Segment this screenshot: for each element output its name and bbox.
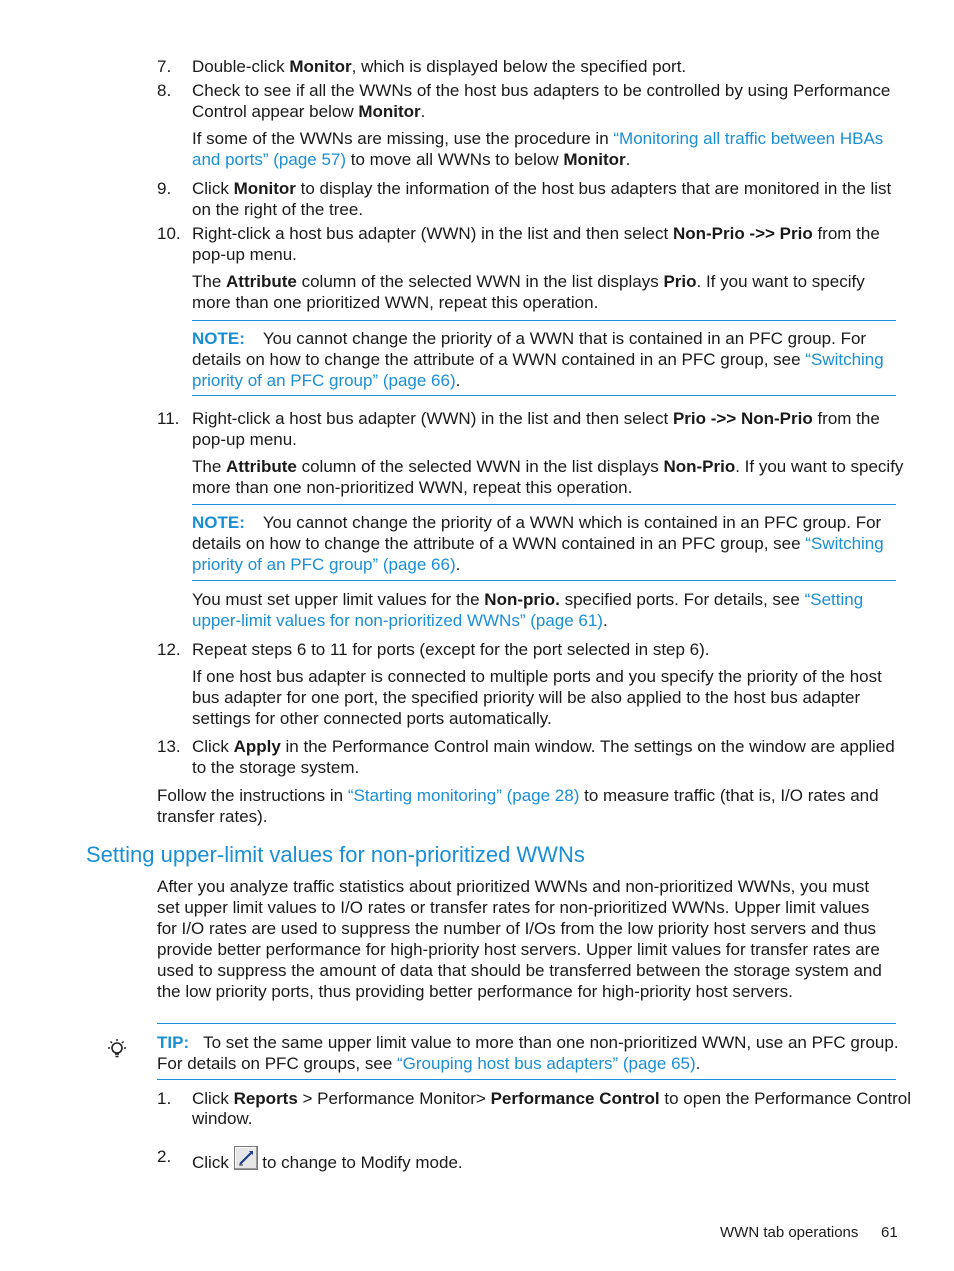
note-label: NOTE: (192, 329, 245, 348)
switching-priority-link-cont[interactable]: priority of an PFC group” (page 66) (192, 371, 456, 390)
step-9-line-2: on the right of the tree. (192, 200, 364, 219)
step-number: 10. (157, 224, 181, 243)
lightbulb-icon (106, 1038, 128, 1062)
tip-label: TIP: (157, 1033, 190, 1052)
note-2-line-1: NOTE: You cannot change the priority of a WWN which is contained in an PFC group. For (192, 513, 882, 532)
proc-step-1-line-1: Click Reports > Performance Monitor> Performance Control to open the Performance Control (192, 1089, 912, 1108)
note-2-line-2: details on how to change the attribute of a WWN contained in an PFC group, see “Switching (192, 534, 884, 553)
paragraph-line: set upper limit values to I/O rates or transfer rates for non-prioritized WWNs. Upper limit values (157, 898, 870, 917)
footer-title: WWN tab operations (720, 1224, 859, 1241)
step-number: 9. (157, 179, 172, 198)
step-12-sub-line-2: bus adapter for one port, the specified priority will be also applied to the host bus adapter (192, 688, 861, 707)
step-11-after-line-2: upper-limit values for non-prioritized WWNs” (page 61). (192, 611, 608, 630)
step-number: 12. (157, 640, 181, 659)
modify-mode-icon[interactable] (234, 1146, 258, 1170)
setting-upper-limit-link-cont[interactable]: upper-limit values for non-prioritized WWNs” (page 61) (192, 611, 603, 630)
step-8-line-1: Check to see if all the WWNs of the host bus adapters to be controlled by using Performance (192, 81, 891, 100)
step-8-sub-line-1: If some of the WWNs are missing, use the procedure in “Monitoring all traffic between HBAs (192, 129, 884, 148)
note-label: NOTE: (192, 513, 245, 532)
monitoring-all-traffic-link[interactable]: “Monitoring all traffic between HBAs (613, 129, 884, 148)
monitoring-all-traffic-link-cont[interactable]: and ports” (page 57) (192, 150, 347, 169)
starting-monitoring-link[interactable]: “Starting monitoring” (page 28) (347, 786, 580, 805)
step-number: 1. (157, 1089, 172, 1108)
step-number: 11. (157, 409, 180, 428)
step-number: 13. (157, 737, 181, 756)
step-10-sub-line-1: The Attribute column of the selected WWN in the list displays Prio. If you want to specify (192, 272, 865, 291)
paragraph-line: the low priority ports, thus providing better performance for high-priority host servers. (157, 982, 793, 1001)
step-10-line-2: pop-up menu. (192, 245, 297, 264)
note-bottom-rule (192, 580, 896, 581)
paragraph-line: provide better performance for high-priority host servers. Upper limit values for transfer rates are (157, 940, 880, 959)
follow-line-2: transfer rates). (157, 807, 268, 826)
step-13-line-1: Click Apply in the Performance Control main window. The settings on the window are applied (192, 737, 895, 756)
step-13-line-2: to the storage system. (192, 758, 360, 777)
step-7-text: Double-click Monitor, which is displayed below the specified port. (192, 57, 687, 76)
tip-top-rule (157, 1023, 896, 1024)
step-10-sub-line-2: more than one prioritized WWN, repeat this operation. (192, 293, 599, 312)
tip-line-2: For details on PFC groups, see “Grouping host bus adapters” (page 65). (157, 1054, 701, 1073)
step-8-sub-line-2: and ports” (page 57) to move all WWNs to below Monitor. (192, 150, 631, 169)
tip-line-1: TIP: To set the same upper limit value to more than one non-prioritized WWN, use an PFC group. (157, 1033, 899, 1052)
note-1-line-1: NOTE: You cannot change the priority of a WWN that is contained in an PFC group. For (192, 329, 867, 348)
page-number: 61 (881, 1224, 898, 1241)
step-9-line-1: Click Monitor to display the information of the host bus adapters that are monitored in the list (192, 179, 892, 198)
note-1-line-3: priority of an PFC group” (page 66). (192, 371, 461, 390)
proc-step-1-line-2: window. (192, 1109, 253, 1128)
follow-line-1: Follow the instructions in “Starting monitoring” (page 28) to measure traffic (that is, I/O rates and (157, 786, 879, 805)
grouping-hbas-link[interactable]: “Grouping host bus adapters” (page 65) (397, 1054, 696, 1073)
step-number: 8. (157, 81, 172, 100)
step-8-line-2: Control appear below Monitor. (192, 102, 426, 121)
step-11-after-line-1: You must set upper limit values for the Non-prio. specified ports. For details, see “Setting (192, 590, 864, 609)
tip-bottom-rule (157, 1079, 896, 1080)
step-12-sub-line-3: settings for other connected ports automatically. (192, 709, 552, 728)
paragraph-line: used to suppress the amount of data that should be transferred between the storage system and (157, 961, 882, 980)
step-11-sub-line-2: more than one non-prioritized WWN, repeat this operation. (192, 478, 633, 497)
section-heading: Setting upper-limit values for non-prioritized WWNs (86, 842, 585, 867)
paragraph-line: After you analyze traffic statistics about prioritized WWNs and non-prioritized WWNs, you must (157, 877, 870, 896)
switching-priority-link-cont[interactable]: priority of an PFC group” (page 66) (192, 555, 456, 574)
paragraph-line: for I/O rates are used to suppress the number of I/Os from the low priority host servers and thus (157, 919, 877, 938)
switching-priority-link[interactable]: “Switching (805, 350, 884, 369)
monitor-term: Monitor (289, 57, 352, 76)
proc-step-2-text: Click to change to Modify mode. (192, 1146, 463, 1173)
step-11-line-2: pop-up menu. (192, 430, 297, 449)
note-top-rule (192, 504, 896, 505)
step-12-sub-line-1: If one host bus adapter is connected to multiple ports and you specify the priority of the host (192, 667, 882, 686)
step-12-line-1: Repeat steps 6 to 11 for ports (except for the port selected in step 6). (192, 640, 710, 659)
step-10-line-1: Right-click a host bus adapter (WWN) in the list and then select Non-Prio ->> Prio from the (192, 224, 880, 243)
note-1-line-2: details on how to change the attribute of a WWN contained in an PFC group, see “Switching (192, 350, 884, 369)
setting-upper-limit-link[interactable]: “Setting (804, 590, 864, 609)
step-11-line-1: Right-click a host bus adapter (WWN) in the list and then select Prio ->> Non-Prio from the (192, 409, 880, 428)
switching-priority-link[interactable]: “Switching (805, 534, 884, 553)
note-bottom-rule (192, 395, 896, 396)
step-11-sub-line-1: The Attribute column of the selected WWN in the list displays Non-Prio. If you want to specify (192, 457, 904, 476)
step-number: 2. (157, 1147, 172, 1166)
step-number: 7. (157, 57, 172, 76)
note-2-line-3: priority of an PFC group” (page 66). (192, 555, 461, 574)
note-top-rule (192, 320, 896, 321)
